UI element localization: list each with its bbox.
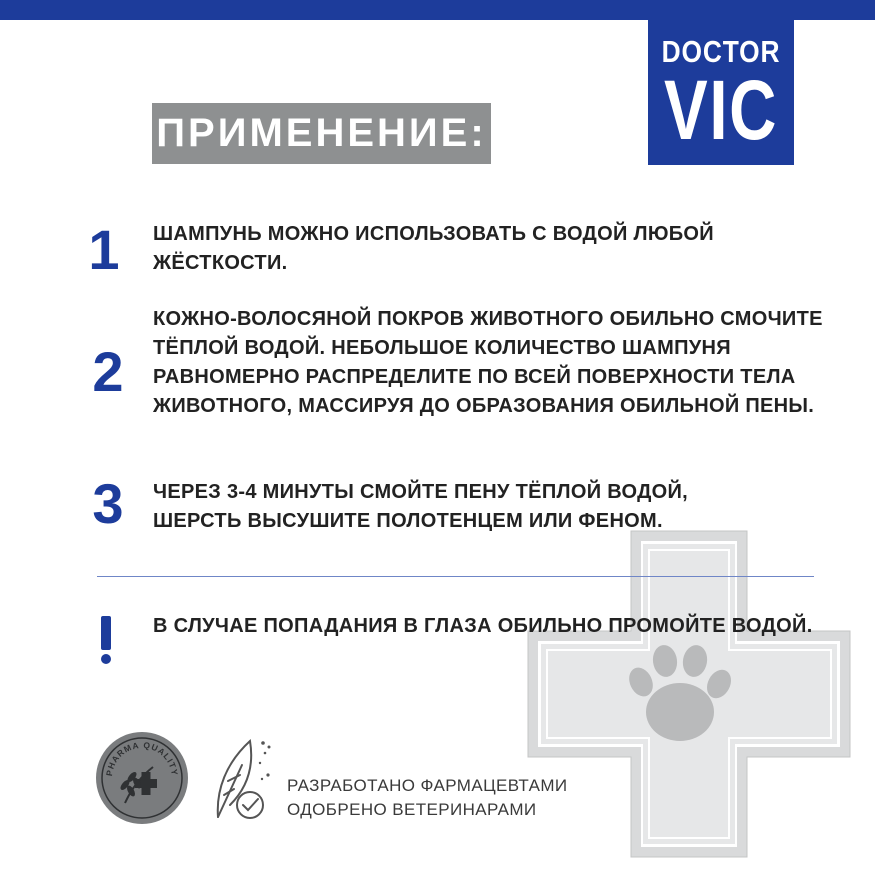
- step-number: 3: [92, 472, 124, 535]
- page-title: ПРИМЕНЕНИЕ:: [152, 103, 491, 164]
- feather-check-icon: [208, 735, 280, 825]
- step-text: ШАМПУНЬ МОЖНО ИСПОЛЬЗОВАТЬ С ВОДОЙ ЛЮБОЙ ЖЁСТКОСТИ.: [153, 223, 714, 274]
- step-text: КОЖНО-ВОЛОСЯНОЙ ПОКРОВ ЖИВОТНОГО ОБИЛЬНО СМОЧИТЕ ТЁПЛОЙ ВОДОЙ. НЕБОЛЬШОЕ КОЛИЧЕСТВО ШАМПУНЯ РАВНОМЕРНО РАСПРЕДЕЛИТЕ ПО ВСЕЙ ПОВЕРХНОСТИ ТЕЛА ЖИВОТНОГО, МАССИРУЯ ДО ОБРАЗОВАНИЯ ОБИЛЬНОЙ ПЕНЫ.: [153, 308, 823, 417]
- badge-label: PHARMA QUALITY: [103, 739, 181, 777]
- step-text: ЧЕРЕЗ 3-4 МИНУТЫ СМОЙТЕ ПЕНУ ТЁПЛОЙ ВОДОЙ, ШЕРСТЬ ВЫСУШИТЕ ПОЛОТЕНЦЕМ ИЛИ ФЕНОМ.: [153, 481, 689, 532]
- divider: [97, 576, 814, 577]
- tagline-line2: ОДОБРЕНО ВЕТЕРИНАРАМИ: [287, 800, 537, 819]
- brand-logo-line1: DOCTOR: [661, 34, 781, 69]
- warning-icon: [95, 608, 119, 668]
- pharma-quality-badge-icon: [95, 731, 189, 825]
- brand-logo-line2: VIC: [664, 63, 778, 157]
- warning-text: В СЛУЧАЕ ПОПАДАНИЯ В ГЛАЗА ОБИЛЬНО ПРОМОЙТЕ ВОДОЙ.: [153, 615, 813, 637]
- step-number: 2: [92, 340, 124, 403]
- brand-logo: [648, 20, 794, 165]
- tagline-line1: РАЗРАБОТАНО ФАРМАЦЕВТАМИ: [287, 776, 568, 795]
- step-number: 1: [88, 218, 120, 281]
